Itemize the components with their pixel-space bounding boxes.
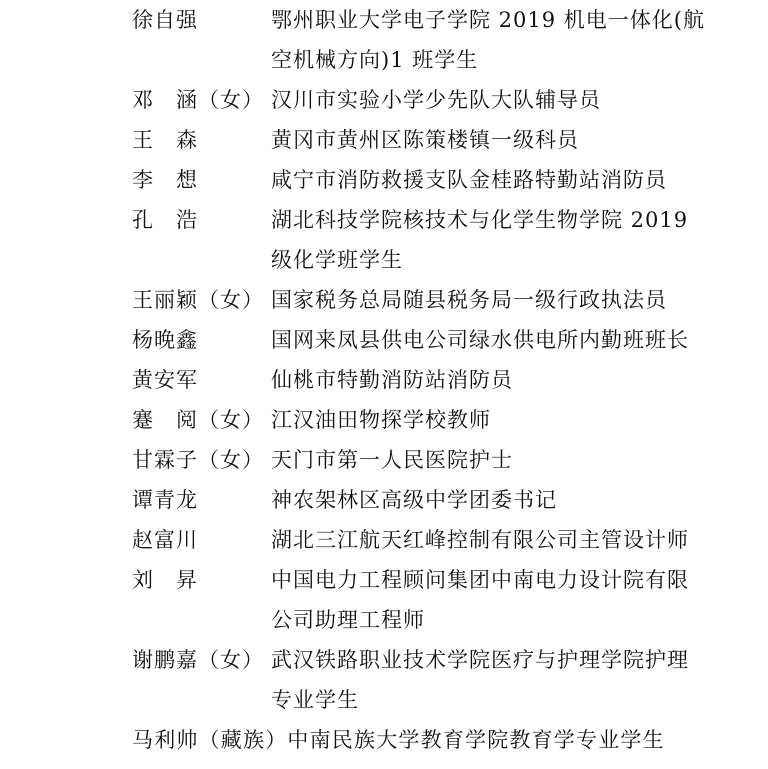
entry-name: 黄安军 — [132, 368, 198, 392]
entry-description-continued: 公司助理工程师 — [271, 608, 425, 632]
entry-description: 国网来凤县供电公司绿水供电所内勤班班长 — [271, 328, 689, 352]
entry-description: 中国电力工程顾问集团中南电力设计院有限 — [271, 568, 689, 592]
entry-description: 咸宁市消防救援支队金桂路特勤站消防员 — [271, 168, 667, 192]
entry-full-line: 马利帅（藏族）中南民族大学教育学院教育学专业学生 — [132, 728, 665, 752]
entry-name: 谢鹏嘉（女） — [132, 648, 264, 672]
entry-name: 徐自强 — [132, 8, 198, 32]
entry-description-continued: 专业学生 — [271, 688, 359, 712]
entry-description: 武汉铁路职业技术学院医疗与护理学院护理 — [271, 648, 689, 672]
entry-description: 仙桃市特勤消防站消防员 — [271, 368, 513, 392]
entry-name: 王 森 — [132, 128, 198, 152]
entry-name: 邓 涵（女） — [132, 88, 264, 112]
entry-name: 甘霖子（女） — [132, 448, 264, 472]
entry-description: 鄂州职业大学电子学院 2019 机电一体化(航 — [271, 8, 705, 32]
entry-description: 天门市第一人民医院护士 — [271, 448, 513, 472]
entry-name: 刘 昇 — [132, 568, 198, 592]
entry-description: 湖北三江航天红峰控制有限公司主管设计师 — [271, 528, 689, 552]
entry-name: 谭青龙 — [132, 488, 198, 512]
entry-description: 黄冈市黄州区陈策楼镇一级科员 — [271, 128, 579, 152]
entry-name: 赵富川 — [132, 528, 198, 552]
entry-name: 孔 浩 — [132, 208, 198, 232]
entry-description: 湖北科技学院核技术与化学生物学院 2019 — [271, 208, 689, 232]
entry-description: 汉川市实验小学少先队大队辅导员 — [271, 88, 601, 112]
entry-description: 神农架林区高级中学团委书记 — [271, 488, 557, 512]
entry-description: 江汉油田物探学校教师 — [271, 408, 491, 432]
entry-description-continued: 级化学班学生 — [271, 248, 403, 272]
entry-name: 李 想 — [132, 168, 198, 192]
entry-description: 国家税务总局随县税务局一级行政执法员 — [271, 288, 667, 312]
entry-description-continued: 空机械方向)1 班学生 — [271, 48, 479, 72]
entry-name: 蹇 阅（女） — [132, 408, 264, 432]
entry-name: 杨晚鑫 — [132, 328, 198, 352]
entry-name: 王丽颖（女） — [132, 288, 264, 312]
